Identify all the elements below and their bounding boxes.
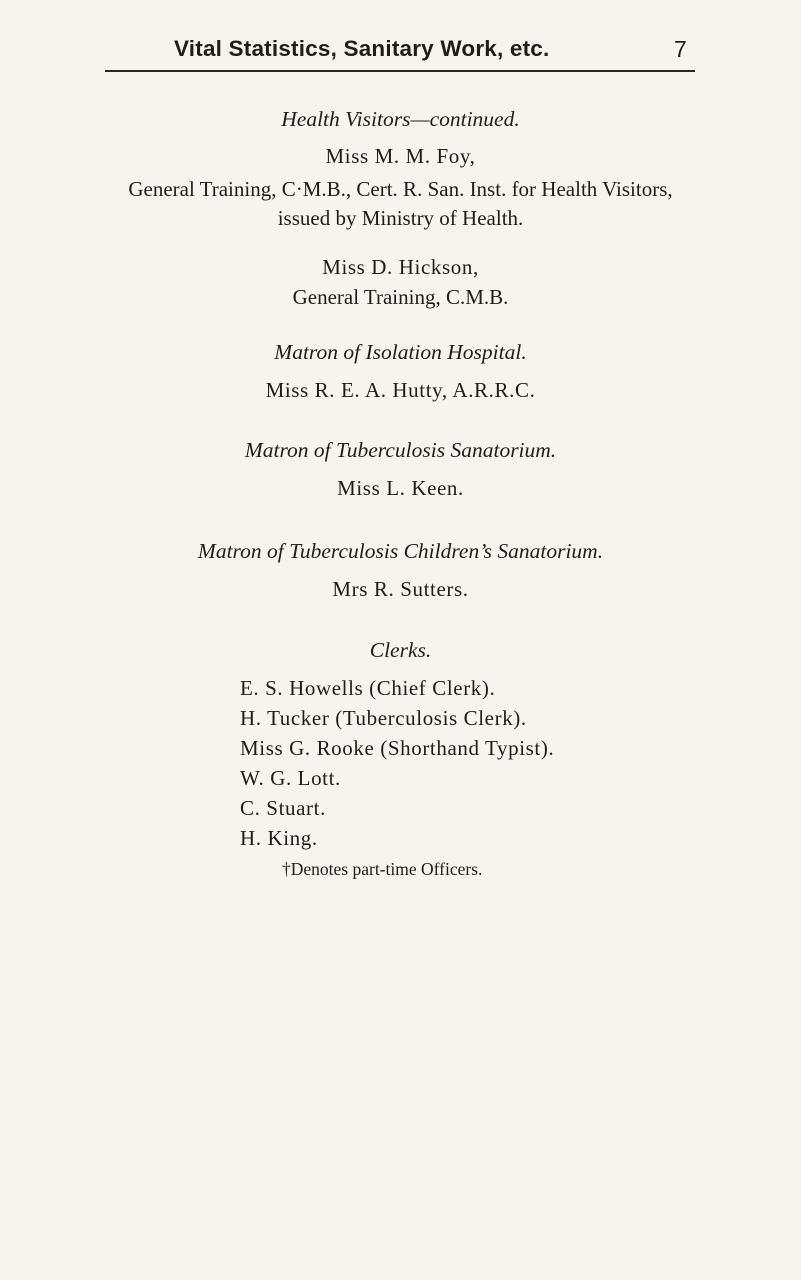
tb-childrens-sanatorium-heading: Matron of Tuberculosis Children’s Sanatorium. xyxy=(197,539,604,563)
health-visitors-heading: Health Visitors—continued. xyxy=(281,107,520,131)
clerk-item: Miss G. Rooke (Shorthand Typist). xyxy=(240,736,555,760)
clerk-item: H. King. xyxy=(240,826,318,850)
clerks-heading: Clerks. xyxy=(369,638,432,662)
running-title: Vital Statistics, Sanitary Work, etc. xyxy=(174,36,550,61)
foy-qualification-line-1: General Training, C·M.B., Cert. R. San. Inst. for Health Visitors, xyxy=(128,177,673,201)
clerk-item: E. S. Howells (Chief Clerk). xyxy=(240,676,496,700)
hickson-qualification: General Training, C.M.B. xyxy=(292,285,509,309)
foy-qualification-line-2: issued by Ministry of Health. xyxy=(277,206,524,230)
page-number: 7 xyxy=(674,36,687,62)
hickson-name: Miss D. Hickson, xyxy=(322,255,479,279)
isolation-hospital-heading: Matron of Isolation Hospital. xyxy=(274,340,527,364)
clerk-item: W. G. Lott. xyxy=(240,766,341,790)
tb-childrens-sanatorium-matron: Mrs R. Sutters. xyxy=(332,577,469,601)
footnote: †Denotes part-time Officers. xyxy=(282,859,483,879)
tb-sanatorium-matron: Miss L. Keen. xyxy=(337,476,464,500)
header-rule xyxy=(105,70,695,72)
clerk-item: C. Stuart. xyxy=(240,796,326,820)
isolation-hospital-matron: Miss R. E. A. Hutty, A.R.R.C. xyxy=(265,378,536,402)
clerk-item: H. Tucker (Tuberculosis Clerk). xyxy=(240,706,527,730)
foy-name: Miss M. M. Foy, xyxy=(325,144,476,168)
tb-sanatorium-heading: Matron of Tuberculosis Sanatorium. xyxy=(244,438,557,462)
